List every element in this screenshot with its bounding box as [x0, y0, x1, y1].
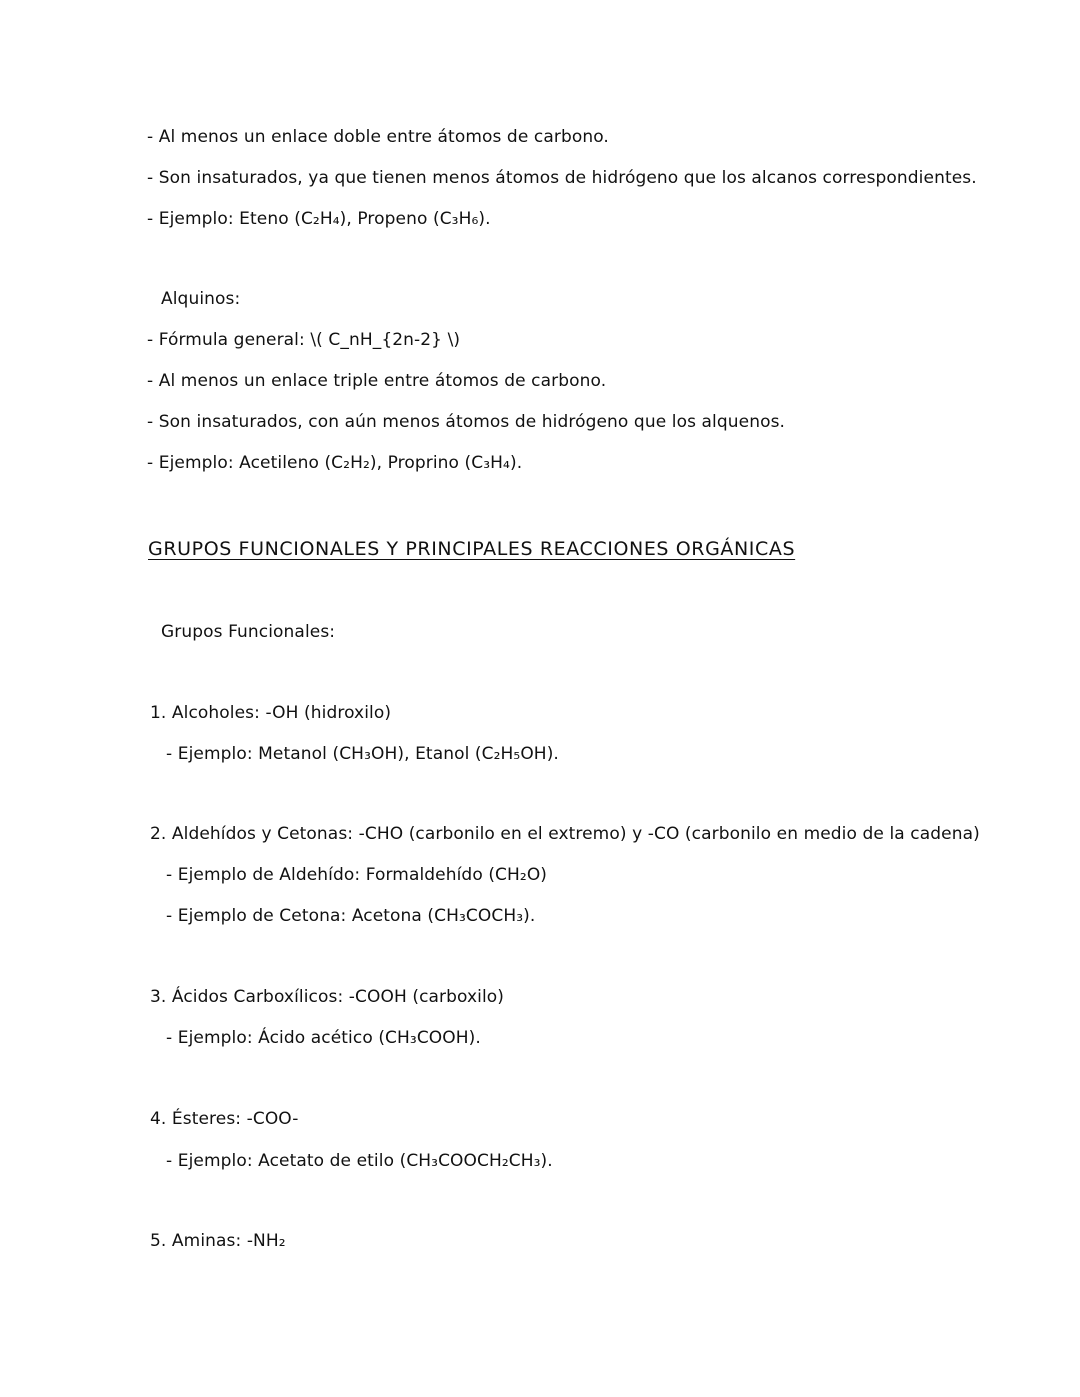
group-title-aldehidos-cetonas: 2. Aldehídos y Cetonas: -CHO (carbonilo en el extremo) y -CO (carbonilo en medio de la cadena): [150, 824, 980, 844]
group-title-esteres: 4. Ésteres: -COO-: [150, 1109, 299, 1129]
group-example-acidos: - Ejemplo: Ácido acético (CH₃COOH).: [166, 1028, 481, 1048]
alquenos-item-insaturados: - Son insaturados, ya que tienen menos átomos de hidrógeno que los alcanos correspondientes.: [147, 168, 977, 188]
group-example-esteres: - Ejemplo: Acetato de etilo (CH₃COOCH₂CH₃).: [166, 1151, 553, 1171]
group-title-acidos: 3. Ácidos Carboxílicos: -COOH (carboxilo): [150, 987, 505, 1007]
group-example-aldehido: - Ejemplo de Aldehído: Formaldehído (CH₂O): [166, 865, 548, 885]
alquenos-item-ejemplo: - Ejemplo: Eteno (C₂H₄), Propeno (C₃H₆).: [147, 209, 491, 229]
group-example-alcoholes: - Ejemplo: Metanol (CH₃OH), Etanol (C₂H₅OH).: [166, 744, 559, 764]
alquinos-item-ejemplo: - Ejemplo: Acetileno (C₂H₂), Proprino (C₃H₄).: [147, 453, 523, 473]
section-subtitle: Grupos Funcionales:: [161, 622, 336, 642]
alquinos-item-insaturados: - Son insaturados, con aún menos átomos de hidrógeno que los alquenos.: [147, 412, 786, 432]
alquenos-item-double-bond: - Al menos un enlace doble entre átomos de carbono.: [147, 127, 609, 147]
alquinos-item-triple-bond: - Al menos un enlace triple entre átomos de carbono.: [147, 371, 607, 391]
alquinos-title: Alquinos:: [161, 289, 241, 309]
section-heading: GRUPOS FUNCIONALES Y PRINCIPALES REACCIONES ORGÁNICAS: [148, 538, 796, 560]
group-example-cetona: - Ejemplo de Cetona: Acetona (CH₃COCH₃).: [166, 906, 536, 926]
group-title-alcoholes: 1. Alcoholes: -OH (hidroxilo): [150, 703, 392, 723]
alquinos-item-formula: - Fórmula general: \( C_nH_{2n-2} \): [147, 330, 461, 350]
group-title-aminas: 5. Aminas: -NH₂: [150, 1231, 286, 1251]
